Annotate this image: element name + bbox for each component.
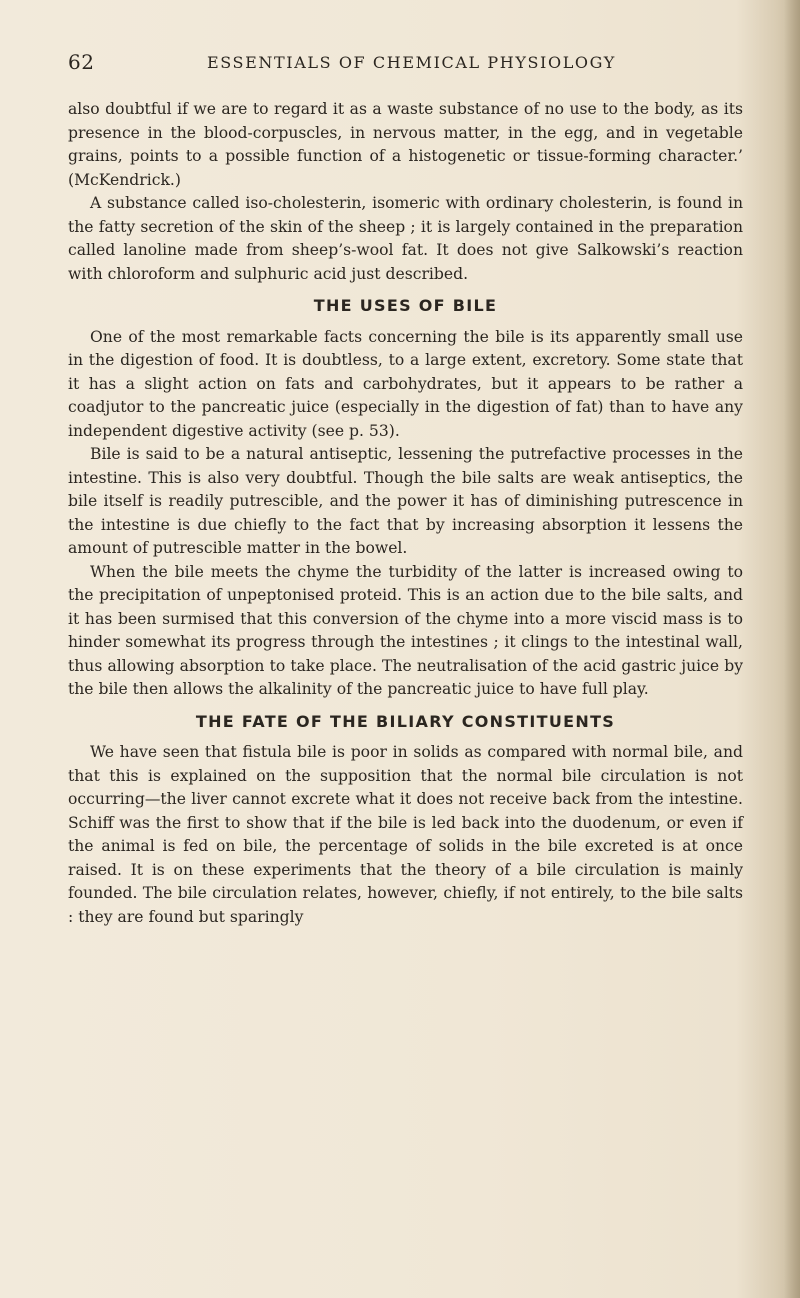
running-title: ESSENTIALS OF CHEMICAL PHYSIOLOGY: [207, 53, 616, 72]
page-number: 62: [68, 50, 95, 74]
paragraph-continued: also doubtful if we are to regard it as a waste substance of no use to the body, as its presence in the blood-corpuscles, in nervous matter, in the egg, and in vegetable grains, points to a possible function of a histogenetic or tissue-forming character.’ (McKendrick.): [68, 100, 743, 189]
section-heading-fate-of-biliary-constituents: THE FATE OF THE BILIARY CONSTITUENTS: [195, 711, 616, 731]
section-heading-uses-of-bile: THE USES OF BILE: [313, 296, 498, 315]
paragraph-fistula-bile: We have seen that fistula bile is poor in solids as compared with normal bile, and that this is explained on the supposition that the normal bile circulation is not occurring—the liver cannot excrete what it does not receive back from the intestine. Schiff was the first to show that if the bile is led back into the duodenum, or even if the animal is fed on bile, the percentage of solids in the bile excreted is at once raised. It is on these experiments that the theory of a bile circulation is mainly founded. The bile circulation relates, however, chiefly, if not entirely, to the bile salts : they are found but sparingly: [68, 743, 743, 926]
paragraph-bile-antiseptic: Bile is said to be a natural antiseptic, lessening the putrefactive processes in the intestine. This is also very doubtful. Though the bile salts are weak antiseptics, the bile itself is readily putrescible, and the power it has of diminishing putrescence in the intestine is due chiefly to the fact that by increasing absorption it lessens the amount of putrescible matter in the bowel.: [68, 445, 743, 557]
paragraph-bile-digestion: One of the most remarkable facts concerning the bile is its apparently small use in the digestion of food. It is doubtless, to a large extent, excretory. Some state that it has a slight action on fats and carbohydrates, but it appears to be rather a coadjutor to the pancreatic juice (especially in the digestion of fat) than to have any independent digestive activity (see p. 53).: [68, 327, 743, 440]
page-edge-shadow: [784, 0, 800, 1298]
body-text: [68, 98, 743, 929]
paragraph-bile-chyme: When the bile meets the chyme the turbidity of the latter is increased owing to the precipitation of unpeptonised proteid. This is an action due to the bile salts, and it has been surmised that this conversion of the chyme into a more viscid mass is to hinder somewhat its progress through the intestines ; it clings to the intestinal wall, thus allowing absorption to take place. The neutralisation of the acid gastric juice by the bile then allows the alkalinity of the pancreatic juice to have full play.: [68, 562, 743, 698]
paragraph-iso-cholesterin: A substance called iso-cholesterin, isomeric with ordinary cholesterin, is found in the fatty secretion of the skin of the sheep ; it is largely contained in the preparation called lanoline made from sheep’s-wool fat. It does not give Salkowski’s reaction with chloroform and sulphuric acid just described.: [68, 194, 743, 283]
running-head: [68, 50, 728, 80]
